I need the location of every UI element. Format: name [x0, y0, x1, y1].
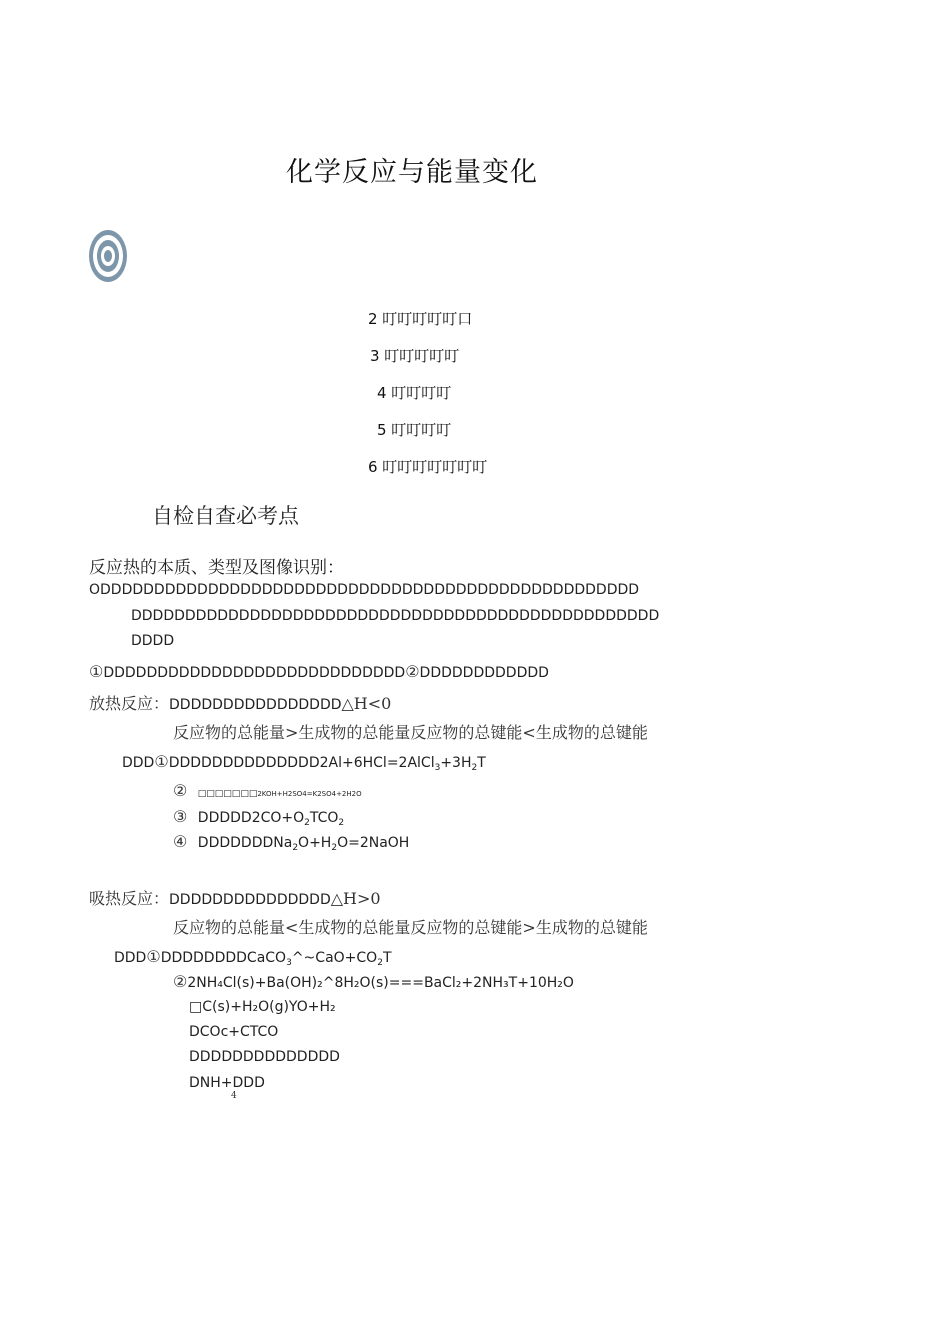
item-text: DDDDD2CO+O: [197, 810, 305, 826]
toc-item[interactable]: 6 叮叮叮叮叮叮叮: [368, 458, 488, 476]
exo-heading: [89, 691, 391, 714]
circled-number: ②: [405, 662, 420, 681]
circled-number: ①: [146, 947, 161, 966]
subscript: 3: [286, 958, 292, 968]
endo-desc: DDDDDDDDDDDDDDD: [169, 892, 331, 908]
endo-item-4: DCOc+CTCO: [189, 1024, 279, 1040]
toc-item[interactable]: 4 叮叮叮叮: [377, 384, 452, 402]
endo-item-2: [173, 972, 574, 991]
subscript: 2: [304, 818, 310, 828]
circled-number: ①: [154, 752, 169, 771]
circled-number: ②: [173, 972, 188, 991]
subscript: 4: [231, 1091, 237, 1101]
subscript: 2: [331, 843, 338, 853]
item-text: O=2NaOH: [337, 835, 410, 851]
subscript: 2: [377, 958, 383, 968]
intro-line: DDDD: [131, 633, 175, 649]
subscript: 2: [338, 818, 345, 828]
circled-number: ③: [173, 807, 188, 826]
item-text: O+H: [298, 835, 332, 851]
endo-item-6: DNH+DDD: [189, 1075, 265, 1091]
endo-dh: △H>0: [330, 889, 381, 908]
exo-item-4: [173, 832, 409, 853]
item-text: T: [382, 950, 392, 966]
toc-item[interactable]: 3 叮叮叮叮叮: [370, 347, 460, 365]
endo-label: 吸热反应：: [89, 889, 170, 908]
exo-item-3: [173, 807, 344, 828]
item-text: DDDDDDDDCaCO: [160, 950, 287, 966]
item-text: □□□□□□□: [197, 789, 258, 799]
item-formula: 2KOH+H2SO4=K2SO4+2H2O: [257, 790, 362, 798]
target-icon: [88, 229, 128, 283]
endo-compare: 反应物的总能量<生成物的总能量反应物的总键能>生成物的总键能: [173, 918, 648, 937]
item-text: T: [477, 755, 486, 771]
item-text: ^~CaO+CO: [291, 950, 378, 966]
item-prefix: DDD: [122, 755, 155, 771]
subscript: 2: [471, 763, 478, 773]
endo-item-5: DDDDDDDDDDDDDD: [189, 1049, 340, 1065]
item-text: TCO: [309, 810, 339, 826]
endo-item-3: □C(s)+H₂O(g)YO+H₂: [189, 999, 336, 1015]
item-text: +3H: [440, 755, 472, 771]
exo-item-1: [122, 752, 486, 773]
item-prefix: DDD: [114, 950, 147, 966]
circled-line: [89, 662, 549, 681]
exo-compare: 反应物的总能量>生成物的总能量反应物的总键能<生成物的总键能: [173, 723, 648, 742]
item-text: DDDDDDDNa: [197, 835, 293, 851]
exo-label: 放热反应：: [89, 694, 170, 713]
section-heading: 自检自查必考点: [152, 504, 299, 528]
intro-line: ODDDDDDDDDDDDDDDDDDDDDDDDDDDDDDDDDDDDDDDDDDDDDDDDDD: [89, 582, 640, 598]
topic-heading: 反应热的本质、类型及图像识别：: [89, 558, 344, 578]
item-text: 2NH₄Cl(s)+Ba(OH)₂^8H₂O(s)===BaCl₂+2NH₃T+10H₂O: [187, 975, 574, 991]
subscript: 3: [434, 763, 441, 773]
circled-text: DDDDDDDDDDDDDDDDDDDDDDDDDDDD: [103, 665, 406, 681]
endo-item-1: [114, 947, 392, 968]
exo-dh: △H<0: [341, 694, 392, 713]
subscript: 2: [292, 843, 299, 853]
toc-item[interactable]: 5 叮叮叮叮: [377, 421, 452, 439]
circled-text: DDDDDDDDDDDD: [419, 665, 549, 681]
circled-number: ①: [89, 662, 104, 681]
page-title: 化学反应与能量变化: [286, 157, 538, 188]
exo-desc: DDDDDDDDDDDDDDDD: [169, 697, 342, 713]
circled-number: ④: [173, 832, 188, 851]
circled-number: ②: [173, 781, 188, 800]
item-text: DDDDDDDDDDDDDD2Al+6HCl=2AlCl: [168, 755, 435, 771]
exo-item-2: [173, 781, 362, 800]
toc-item[interactable]: 2 叮叮叮叮叮口: [368, 310, 473, 328]
intro-line: DDDDDDDDDDDDDDDDDDDDDDDDDDDDDDDDDDDDDDDDDDDDDDDDD: [131, 608, 660, 624]
endo-heading: [89, 886, 381, 909]
